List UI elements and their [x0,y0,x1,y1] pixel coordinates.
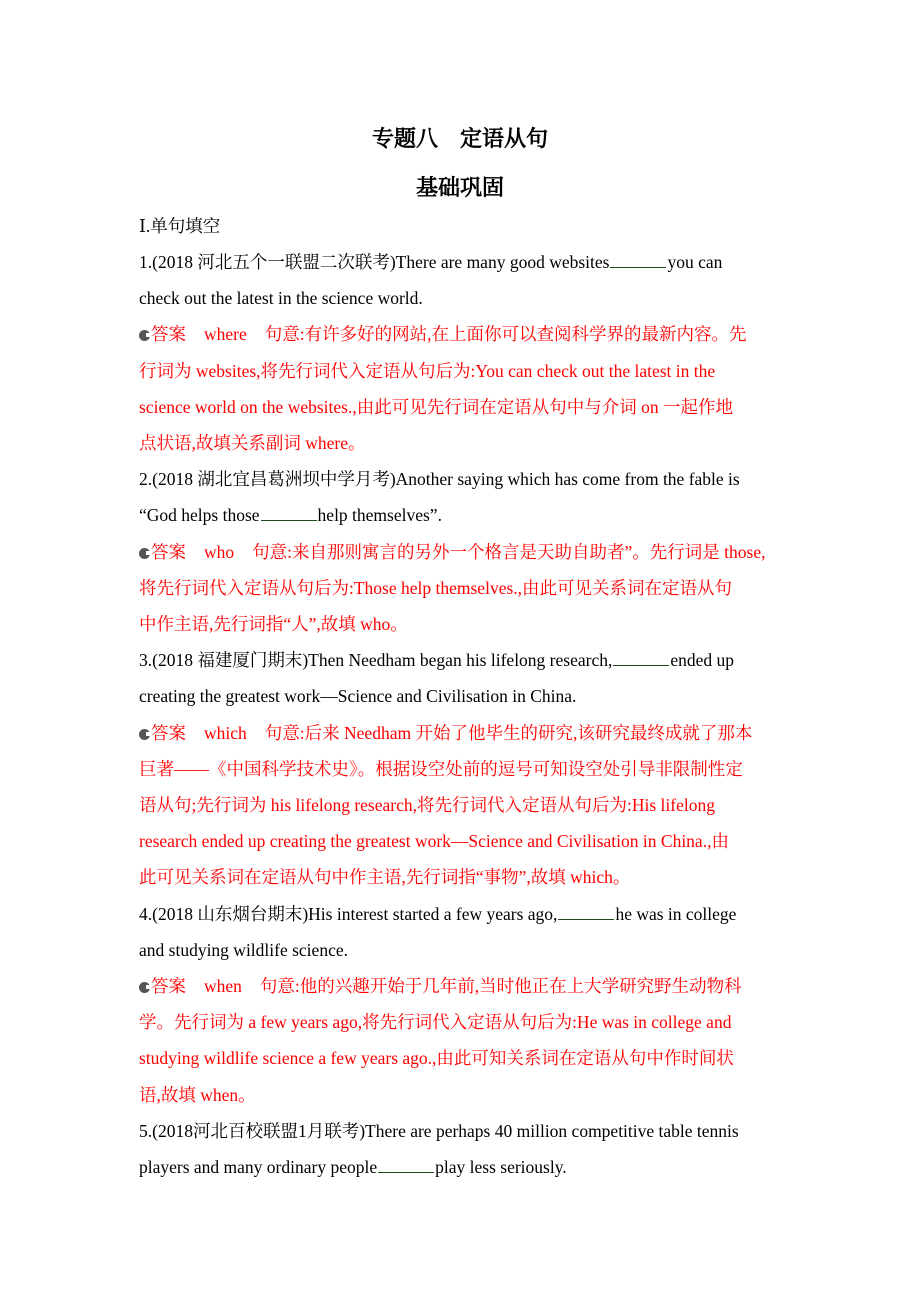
explanation-line: research ended up creating the greatest work—Science and Civilisation in China.,由 [139,831,729,852]
question-line [139,896,784,932]
question-text: “God helps those [139,505,260,526]
explanation-line: 学。先行词为 a few years ago,将先行词代入定语从句后为:He was in college and [139,1012,732,1033]
question-line: and studying wildlife science. [139,939,348,960]
answer-blank [613,651,669,666]
answer-label: 答案 [151,324,186,345]
answer-line [139,968,784,1004]
question-number: 4. [139,903,153,924]
answer-blank [378,1158,434,1173]
answer-label: 答案 [151,541,186,562]
answer-blank [610,253,666,268]
explanation-line: 行词为 websites,将先行词代入定语从句后为:You can check out the latest in the [139,360,716,381]
question-5 [139,1113,784,1185]
question-line [139,244,784,280]
question-text: play less seriously. [435,1157,567,1178]
question-text: he was in college [615,903,737,924]
explanation-text: 句意:有许多好的网站,在上面你可以查阅科学界的最新内容。先 [264,324,747,345]
answer-icon [139,982,150,993]
question-2 [139,461,784,642]
question-number: 3. [139,650,153,671]
question-1 [139,244,784,461]
question-line [139,1149,784,1185]
answer-line [139,316,784,352]
explanation-line: 语从句;先行词为 his lifelong research,将先行词代入定语从句后为:His lifelong [139,795,715,816]
answer-icon [139,548,150,559]
explanation-text: 句意:来自那则寓言的另外一个格言是天助自助者”。先行词是 those, [252,541,766,562]
question-4 [139,896,784,1113]
question-line: creating the greatest work—Science and Civilisation in China. [139,686,577,707]
explanation-line: 点状语,故填关系副词 where。 [139,433,366,454]
explanation-line: 将先行词代入定语从句后为:Those help themselves.,由此可见关系词在定语从句 [139,577,733,598]
explanation-text: 句意:他的兴趣开始于几年前,当时他正在上大学研究野生动物科 [259,976,742,997]
question-text: (2018 福建厦门期末)Then Needham began his lifelong research, [152,650,613,671]
question-text: (2018 河北五个一联盟二次联考)There are many good websites [152,252,610,272]
answer-blank [261,506,317,521]
question-line [139,497,784,533]
question-text: (2018 山东烟台期末)His interest started a few years ago, [152,903,558,924]
answer-word: which [204,722,247,743]
question-line [139,461,784,497]
question-text: ended up [670,650,735,671]
answer-label: 答案 [151,722,186,743]
question-number: 1. [139,252,153,272]
answer-word: who [204,541,235,562]
question-text: help themselves”. [317,505,442,526]
answer-blank [558,905,614,920]
answer-line [139,534,784,570]
answer-word: where [204,324,247,345]
question-line [139,642,784,678]
question-line: check out the latest in the science world. [139,288,423,309]
question-number: 2. [139,469,153,490]
answer-icon [139,729,150,740]
question-text: (2018 湖北宜昌葛洲坝中学月考)Another saying which has come from the fable is [152,469,740,490]
answer-label: 答案 [151,976,186,997]
explanation-text: 句意:后来 Needham 开始了他毕生的研究,该研究最终成就了那本 [264,722,753,743]
question-text: (2018河北百校联盟1月联考)There are perhaps 40 million competitive table tennis [152,1120,739,1141]
question-number: 5. [139,1120,153,1141]
explanation-line: 语,故填 when。 [139,1084,256,1105]
question-text: players and many ordinary people [139,1157,378,1178]
section-heading: Ⅰ.单句填空 [139,216,221,236]
question-line [139,1113,784,1149]
page-title: 专题八 定语从句 [371,127,548,152]
explanation-line: science world on the websites.,由此可见先行词在定语从句中与介词 on 一起作地 [139,396,733,417]
explanation-line: studying wildlife science a few years ago.,由此可知关系词在定语从句中作时间状 [139,1048,734,1069]
answer-word: when [204,976,242,997]
explanation-line: 此可见关系词在定语从句中作主语,先行词指“事物”,故填 which。 [139,867,631,888]
question-list [139,244,784,1185]
answer-line [139,715,784,751]
answer-icon [139,330,150,341]
question-text: you can [667,252,723,272]
explanation-line: 中作主语,先行词指“人”,故填 who。 [139,614,408,635]
question-3 [139,642,784,895]
explanation-line: 巨著——《中国科学技术史》。根据设空处前的逗号可知设空处引导非限制性定 [139,758,743,779]
page-subtitle: 基础巩固 [415,176,504,201]
